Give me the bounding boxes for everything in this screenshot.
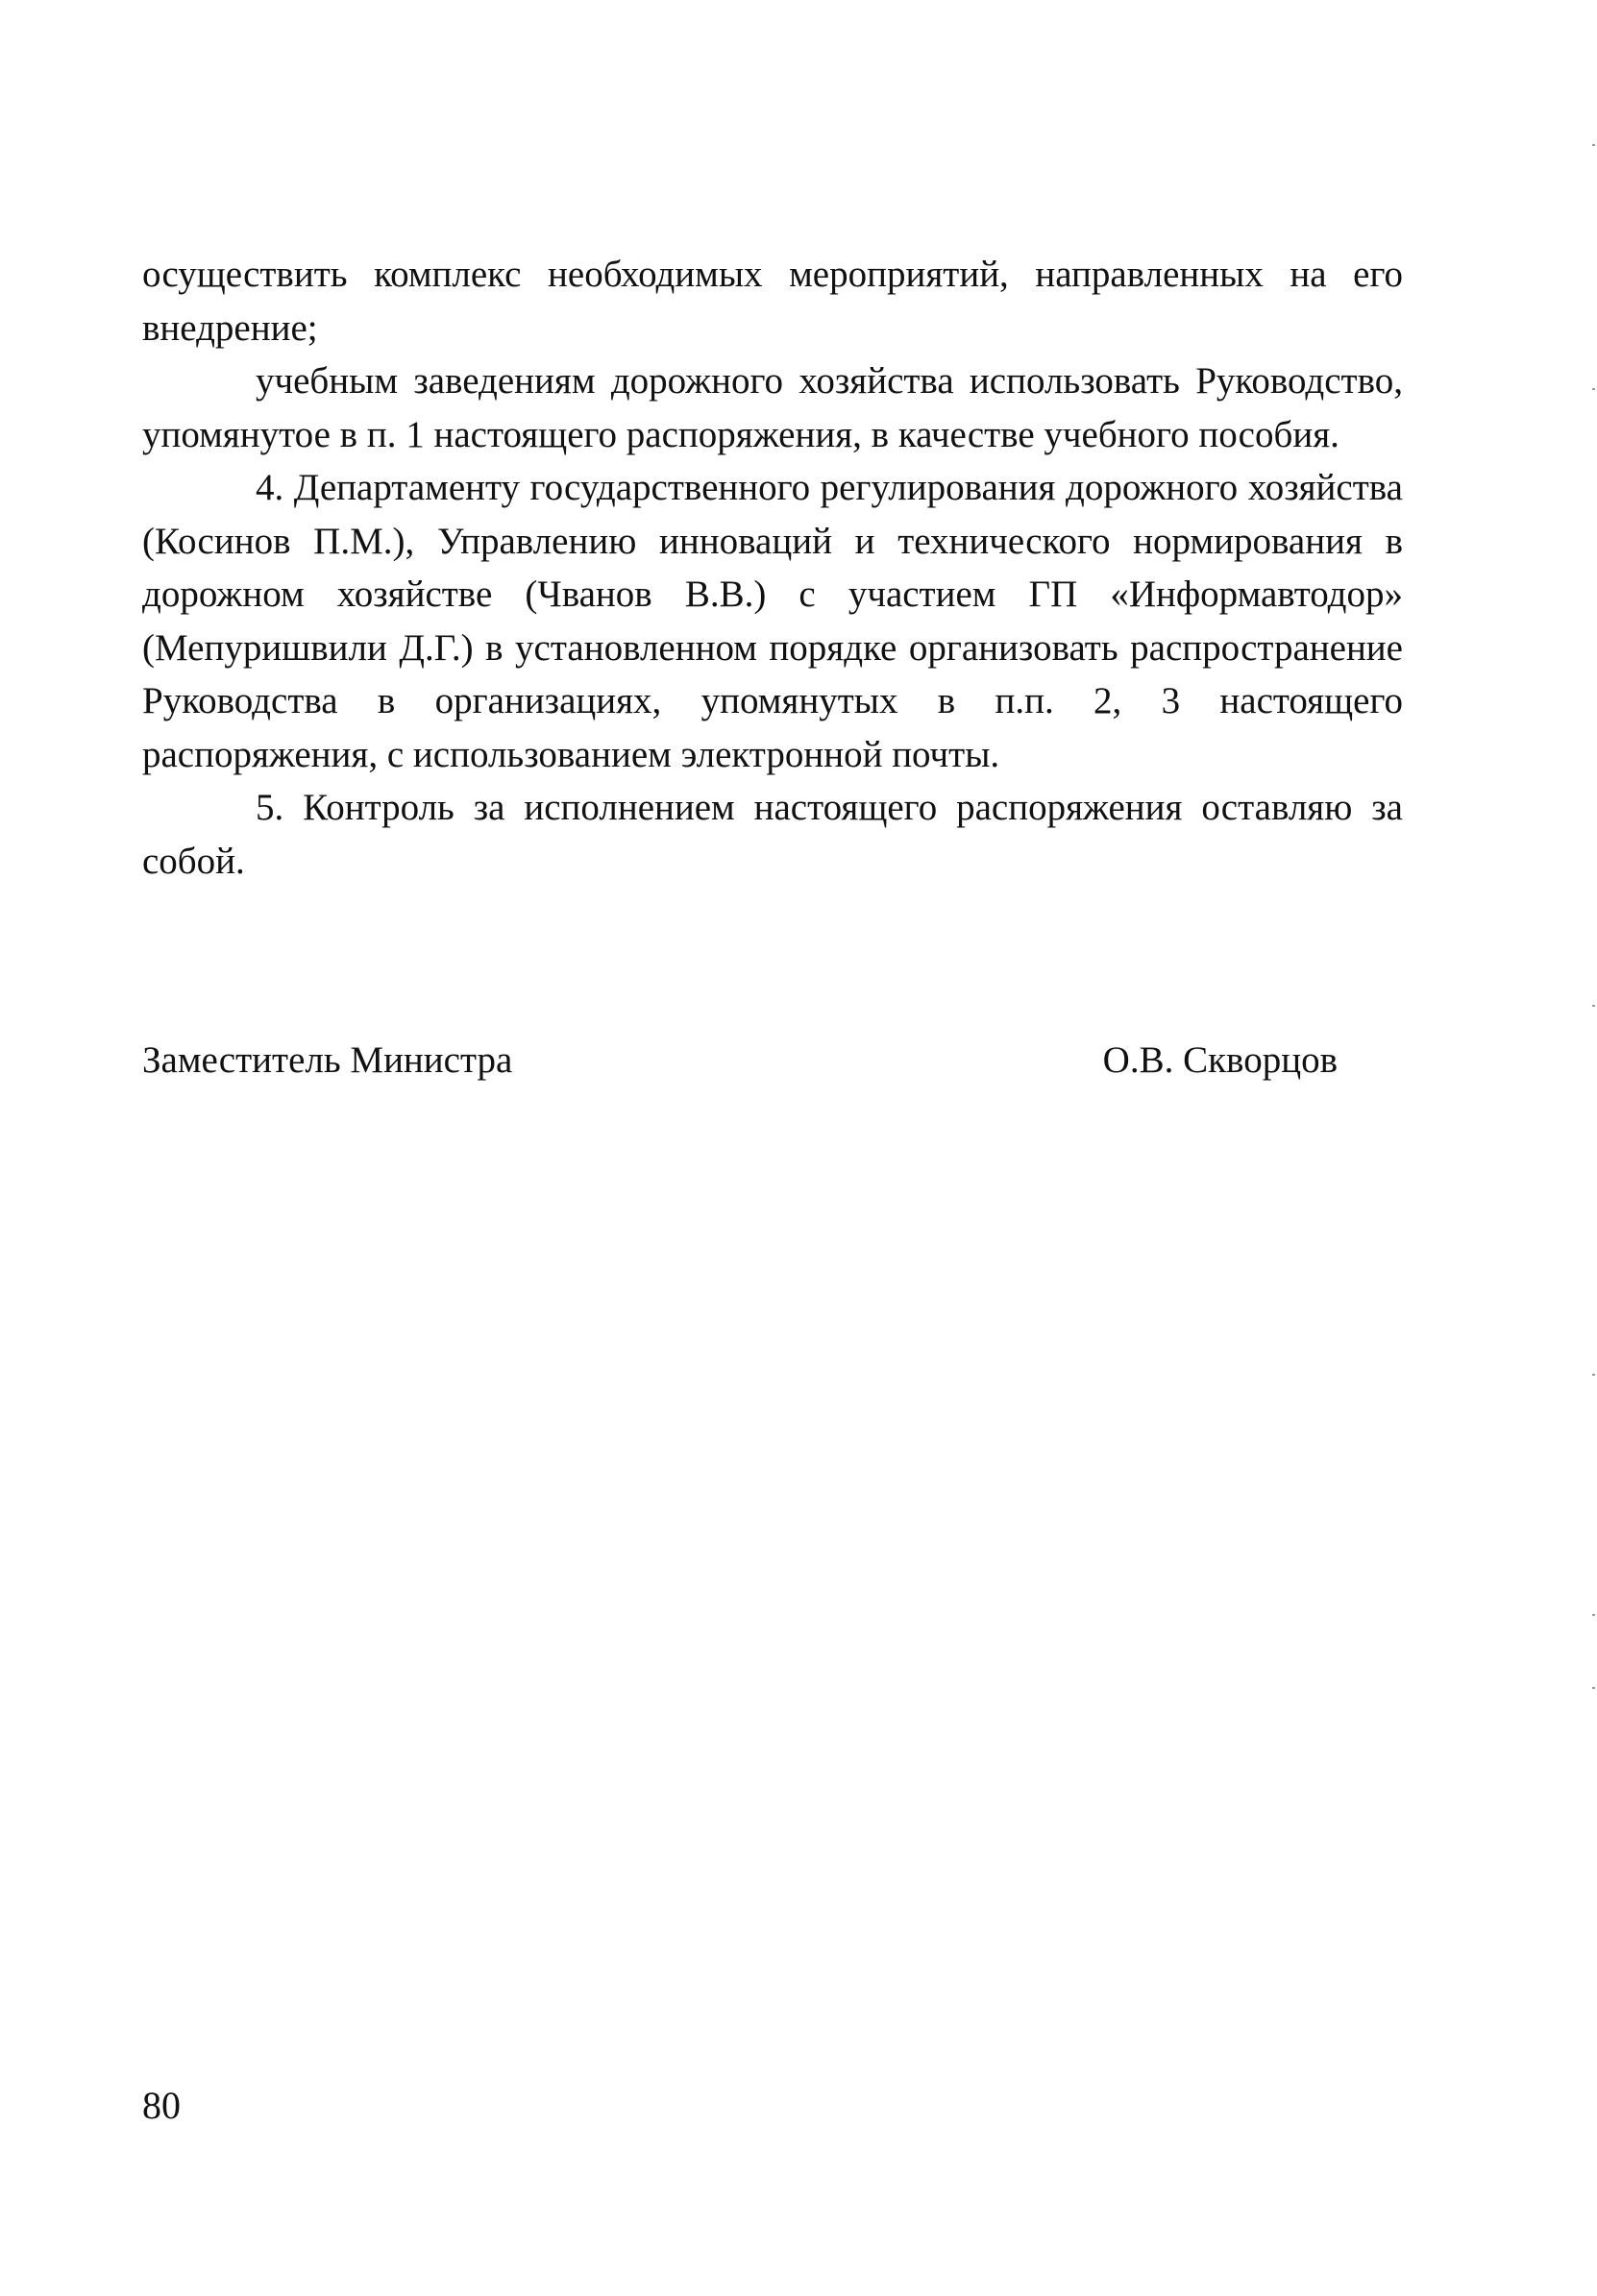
scan-edge-mark bbox=[1592, 1687, 1595, 1689]
paragraph-item-5: 5. Контроль за исполнением настоящего распоряжения оставляю за собой. bbox=[142, 787, 1403, 882]
paragraph-item-4: 4. Департаменту государственного регулирования дорожного хозяйства (Косинов П.М.), Управлению инноваций и технического нормирования в дорожном хозяйстве (Чванов В.В.) с участием ГП «Информавтодор» (Мепуришвили Д.Г.) в установленном порядке организовать распространение Руководства в организациях, упомянутых в п.п. 2, 3 настоящего распоряжения, с использованием электронной почты. bbox=[142, 467, 1403, 775]
page-number: 80 bbox=[142, 2084, 181, 2127]
signature-block bbox=[142, 1034, 1338, 1087]
scan-edge-mark bbox=[1592, 1005, 1595, 1007]
scan-edge-mark bbox=[1592, 144, 1595, 146]
paragraph-educational-institutions: учебным заведениям дорожного хозяйства использовать Руководство, упомянутое в п. 1 настоящего распоряжения, в качестве учебного пособия. bbox=[142, 360, 1403, 455]
scan-edge-mark bbox=[1592, 1614, 1595, 1616]
body-text bbox=[142, 248, 1403, 888]
scan-edge-mark bbox=[1592, 1374, 1595, 1376]
signatory-name: О.В. Скворцов bbox=[1102, 1039, 1338, 1081]
scan-edge-mark bbox=[1592, 388, 1595, 390]
signatory-position: Заместитель Министра bbox=[142, 1039, 513, 1081]
paragraph-continuation: осуществить комплекс необходимых мероприятий, направленных на его внедрение; bbox=[142, 254, 1403, 349]
